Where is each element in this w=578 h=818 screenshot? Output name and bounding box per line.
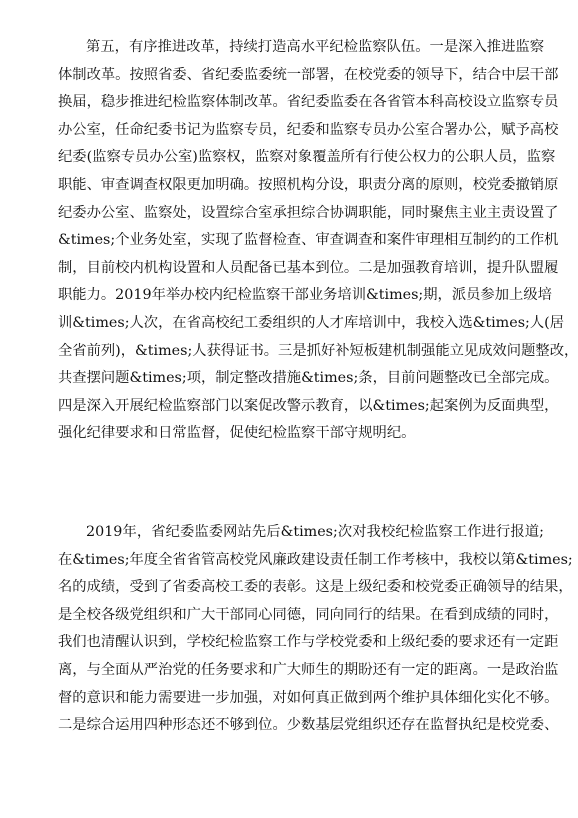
paragraph-reform (58, 34, 578, 448)
text-line: 职能力。2019年举办校内纪检监察干部业务培训&times;期，派员参加上级培 (58, 287, 552, 304)
text-line: 督的意识和能力需要进一步加强，对如何真正做到两个维护具体细化实化不够。 (58, 689, 559, 706)
text-line: 四是深入开展纪检监察部门以案促改警示教育，以&times;起案例为反面典型， (58, 397, 559, 414)
text-line: 训&times;人次，在省高校纪工委组织的人才库培训中，我校入选&times;人(居 (58, 314, 565, 331)
text-line: 在&times;年度全省省管高校党风廉政建设责任制工作考核中，我校以第&times; (58, 551, 573, 568)
text-line: 是全校各级党组织和广大干部同心同德，同向同行的结果。在看到成绩的同时， (58, 606, 559, 623)
text-line: 职能、审查调查权限更加明确。按照机构分设，职责分离的原则，校党委撤销原 (58, 176, 559, 193)
text-line: &times;个业务处室，实现了监督检查、审查调查和案件审理相互制约的工作机 (58, 232, 559, 249)
text-line: 离，与全面从严治党的任务要求和广大师生的期盼还有一定的距离。一是政治监 (58, 661, 559, 678)
text-line: 强化纪律要求和日常监督，促使纪检监察干部守规明纪。 (58, 425, 416, 442)
text-line: 二是综合运用四种形态还不够到位。少数基层党组织还存在监督执纪是校党委、 (58, 717, 559, 734)
text-line: 2019年，省纪委监委网站先后&times;次对我校纪检监察工作进行报道; (86, 524, 544, 540)
text-line: 纪委办公室、监察处，设置综合室承担综合协调职能，同时聚焦主业主责设置了 (58, 204, 559, 221)
text-line: 共查摆问题&times;项，制定整改措施&times;条，目前问题整改已全部完成。 (58, 370, 559, 387)
text-line: 体制改革。按照省委、省纪委监委统一部署，在校党委的领导下，结合中层干部 (58, 66, 559, 83)
text-line: 第五，有序推进改革，持续打造高水平纪检监察队伍。一是深入推进监察 (86, 39, 544, 55)
text-line: 换届，稳步推进纪检监察体制改革。省纪委监委在各省管本科高校设立监察专员 (58, 94, 559, 111)
text-line: 名的成绩，受到了省委高校工委的表彰。这是上级纪委和校党委正确领导的结果， (58, 579, 573, 596)
text-line: 办公室，任命纪委书记为监察专员，纪委和监察专员办公室合署办公，赋予高校 (58, 121, 559, 138)
text-line: 我们也清醒认识到，学校纪检监察工作与学校党委和上级纪委的要求还有一定距 (58, 634, 559, 651)
paragraph-achievements (58, 519, 573, 740)
text-line: 制，目前校内机构设置和人员配备已基本到位。二是加强教育培训，提升队盟履 (58, 259, 559, 276)
text-line: 全省前列)，&times;人获得证书。三是抓好补短板建机制强能立见成效问题整改， (58, 342, 578, 359)
text-line: 纪委(监察专员办公室)监察权，监察对象覆盖所有行使公权力的公职人员，监察 (58, 149, 556, 166)
